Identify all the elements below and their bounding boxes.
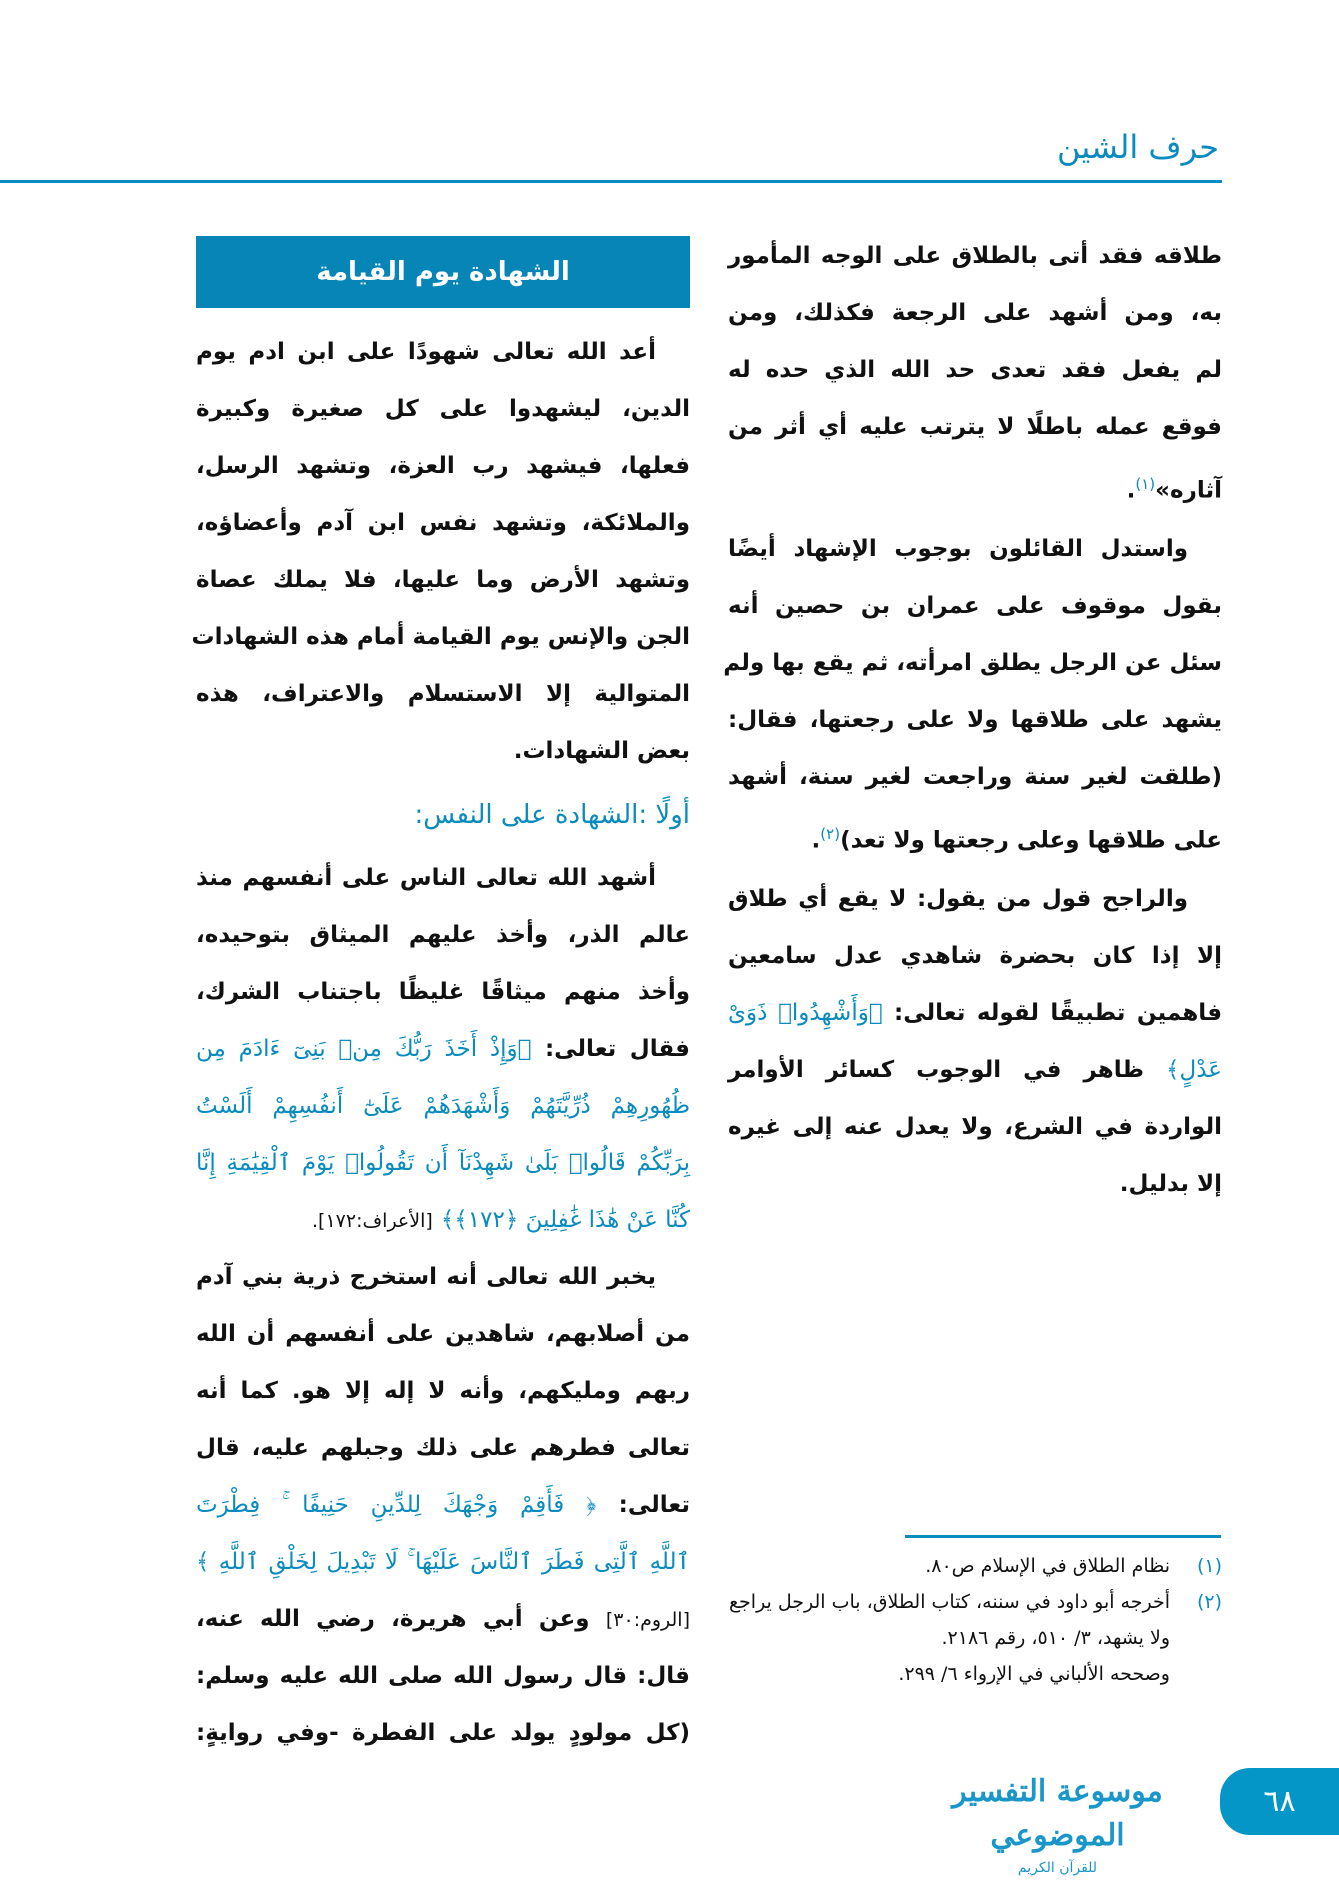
text-line [728,1042,1222,1099]
text-line: لم يفعل فقد تعدى حد الله الذي حده له [728,357,1222,383]
footnote-number [1170,1656,1222,1692]
footnote-text: وصححه الألباني في الإرواء ٦/ ٢٩٩. [898,1663,1170,1685]
quran-verse-line: بِرَبِّكُمْ قَالُوا۟ بَلَىٰ شَهِدْنَآ أَن تَقُولُوا۟ يَوْمَ ٱلْقِيَٰمَةِ إِنَّا [196,1150,690,1176]
text-line: به، ومن أشهد على الرجعة فكذلك، ومن [728,300,1222,326]
text-line [196,1477,690,1534]
header-rule [0,180,1222,183]
paragraph [728,228,1222,513]
paragraph [196,1249,690,1762]
text-line: بعض الشهادات. [513,738,690,764]
footnote-number: (١) [1196,1555,1222,1577]
text-line: أعد الله تعالى شهودًا على ابن ادم يوم [196,339,656,365]
text-line: والملائكة، وتشهد نفس ابن آدم وأعضاؤه، [196,510,690,536]
text-line: إلا بدليل. [1119,1171,1222,1197]
footnote [728,1656,1222,1692]
footnote [728,1584,1222,1656]
logo-subtitle: للقرآن الكريم [1017,1860,1098,1876]
text-line: أشهد الله تعالى الناس على أنفسهم منذ [196,865,656,891]
text-line: واستدل القائلون بوجوب الإشهاد أيضًا [728,536,1188,562]
text-line: بقول موقوف على عمران بن حصين أنه [728,593,1222,619]
text-line: تعالى فطرهم على ذلك وجبلهم عليه، قال [196,1435,690,1461]
text-line: طلاقه فقد أتى بالطلاق على الوجه المأمور [728,243,1222,269]
text-line: الدين، ليشهدوا على كل صغيرة وكبيرة [196,396,690,422]
subheading: أولًا :الشهادة على النفس: [414,800,690,830]
text-line: المتوالية إلا الاستسلام والاعتراف، هذه [196,681,690,707]
text-line [196,1591,690,1648]
footnotes [728,1548,1222,1692]
footnote-text: نظام الطلاق في الإسلام ص٨٠. [925,1555,1170,1577]
text: تعالى: [618,1492,690,1518]
paragraph [723,521,1222,863]
quran-verse-line: ٱللَّهِ ٱلَّتِى فَطَرَ ٱلنَّاسَ عَلَيْهَا ۚ لَا تَبْدِيلَ لِخَلْقِ ٱللَّهِ ﴾ [196,1549,690,1575]
chapter-title: حرف الشين [1057,128,1219,166]
text-line: والراجح قول من يقول: لا يقع أي طلاق [728,886,1188,912]
quran-verse: عَدْلٍ﴾ [1166,1057,1222,1083]
paragraph [191,324,690,780]
text-line: وتشهد الأرض وما عليها، فلا يملك عصاة [196,567,690,593]
text-line: سئل عن الرجل يطلق امرأته، ثم يقع بها ولم [723,650,1222,676]
text: . [1126,477,1136,504]
paragraph [728,871,1222,1213]
text: . [811,827,821,854]
verse-reference: [الأعراف:١٧٢]. [311,1210,433,1232]
encyclopedia-logo [935,1770,1180,1876]
text-line: يشهد على طلاقها ولا على رجعتها، فقال: [728,707,1222,733]
paragraph [196,850,690,1249]
text-line: عالم الذر، وأخذ عليهم الميثاق بتوحيده، [196,922,690,948]
text-line: فعلها، فيشهد رب العزة، وتشهد الرسل، [196,453,690,479]
text-line: قال: قال رسول الله صلى الله عليه وسلم: [196,1663,690,1689]
quran-verse: كُنَّا عَنْ هَٰذَا غَٰفِلِينَ ﴿١٧٢﴾﴾ [440,1207,690,1233]
quran-verse: ﴿وَإِذْ أَخَذَ رَبُّكَ مِنۢ بَنِىٓ ءَادَمَ مِن [196,1036,532,1062]
text-line: من أصلابهم، شاهدين على أنفسهم أن الله [196,1321,690,1347]
text-line [728,985,1222,1042]
text: وعن أبي هريرة، رضي الله عنه، [196,1606,590,1632]
text: فقال تعالى: [544,1036,690,1062]
text-line: الجن والإنس يوم القيامة أمام هذه الشهادات [191,624,690,650]
text-line: يخبر الله تعالى أنه استخرج ذرية بني آدم [196,1264,656,1290]
text-line: فوقع عمله باطلًا لا يترتب عليه أي أثر من [728,414,1222,440]
text-line: (طلقت لغير سنة وراجعت لغير سنة، أشهد [728,764,1222,790]
logo-title: موسوعة التفسير الموضوعي [952,1774,1163,1853]
text-line [196,1021,690,1078]
text-line [728,806,1222,863]
footnote [728,1548,1222,1584]
text-line [196,1192,690,1249]
section-heading: الشهادة يوم القيامة [196,236,690,308]
footnote-ref[interactable]: (١) [1135,475,1156,493]
left-column [191,236,690,1762]
quran-verse-line: ظُهُورِهِمْ ذُرِّيَّتَهُمْ وَأَشْهَدَهُمْ عَلَىٰٓ أَنفُسِهِمْ أَلَسْتُ [196,1093,690,1119]
text: على طلاقها وعلى رجعتها ولا تعد) [840,827,1222,854]
text-line: إلا إذا كان بحضرة شاهدي عدل سامعين [728,943,1222,969]
text-line: الواردة في الشرع، ولا يعدل عنه إلى غيره [728,1114,1222,1140]
text-line: ربهم ومليكهم، وأنه لا إله إلا هو. كما أنه [196,1378,690,1404]
text-line: وأخذ منهم ميثاقًا غليظًا باجتناب الشرك، [196,979,690,1005]
text: فاهمين تطبيقًا لقوله تعالى: [894,1000,1222,1026]
page-number: ٦٨ [1220,1768,1339,1835]
verse-reference: [الروم:٣٠] [605,1609,690,1631]
footnote-divider [905,1535,1221,1538]
footnote-number: (٢) [1196,1591,1222,1613]
right-column [723,228,1222,1213]
quran-verse: ﴿وَأَشْهِدُوا۟ ذَوَىْ [728,1000,883,1026]
text-line [728,456,1222,513]
quran-verse: ﴿ فَأَقِمْ وَجْهَكَ لِلدِّينِ حَنِيفًا ۚ فِطْرَتَ [196,1492,597,1518]
text: آثاره» [1155,477,1222,504]
text: ظاهر في الوجوب كسائر الأوامر [728,1057,1145,1083]
footnote-text: أخرجه أبو داود في سننه، كتاب الطلاق، باب الرجل يراجع ولا يشهد، ٣/ ٥١٠، رقم ٢١٨٦. [728,1591,1170,1649]
text-line: (كل مولودٍ يولد على الفطرة -وفي روايةٍ: [196,1720,690,1746]
footnote-ref[interactable]: (٢) [820,825,841,843]
